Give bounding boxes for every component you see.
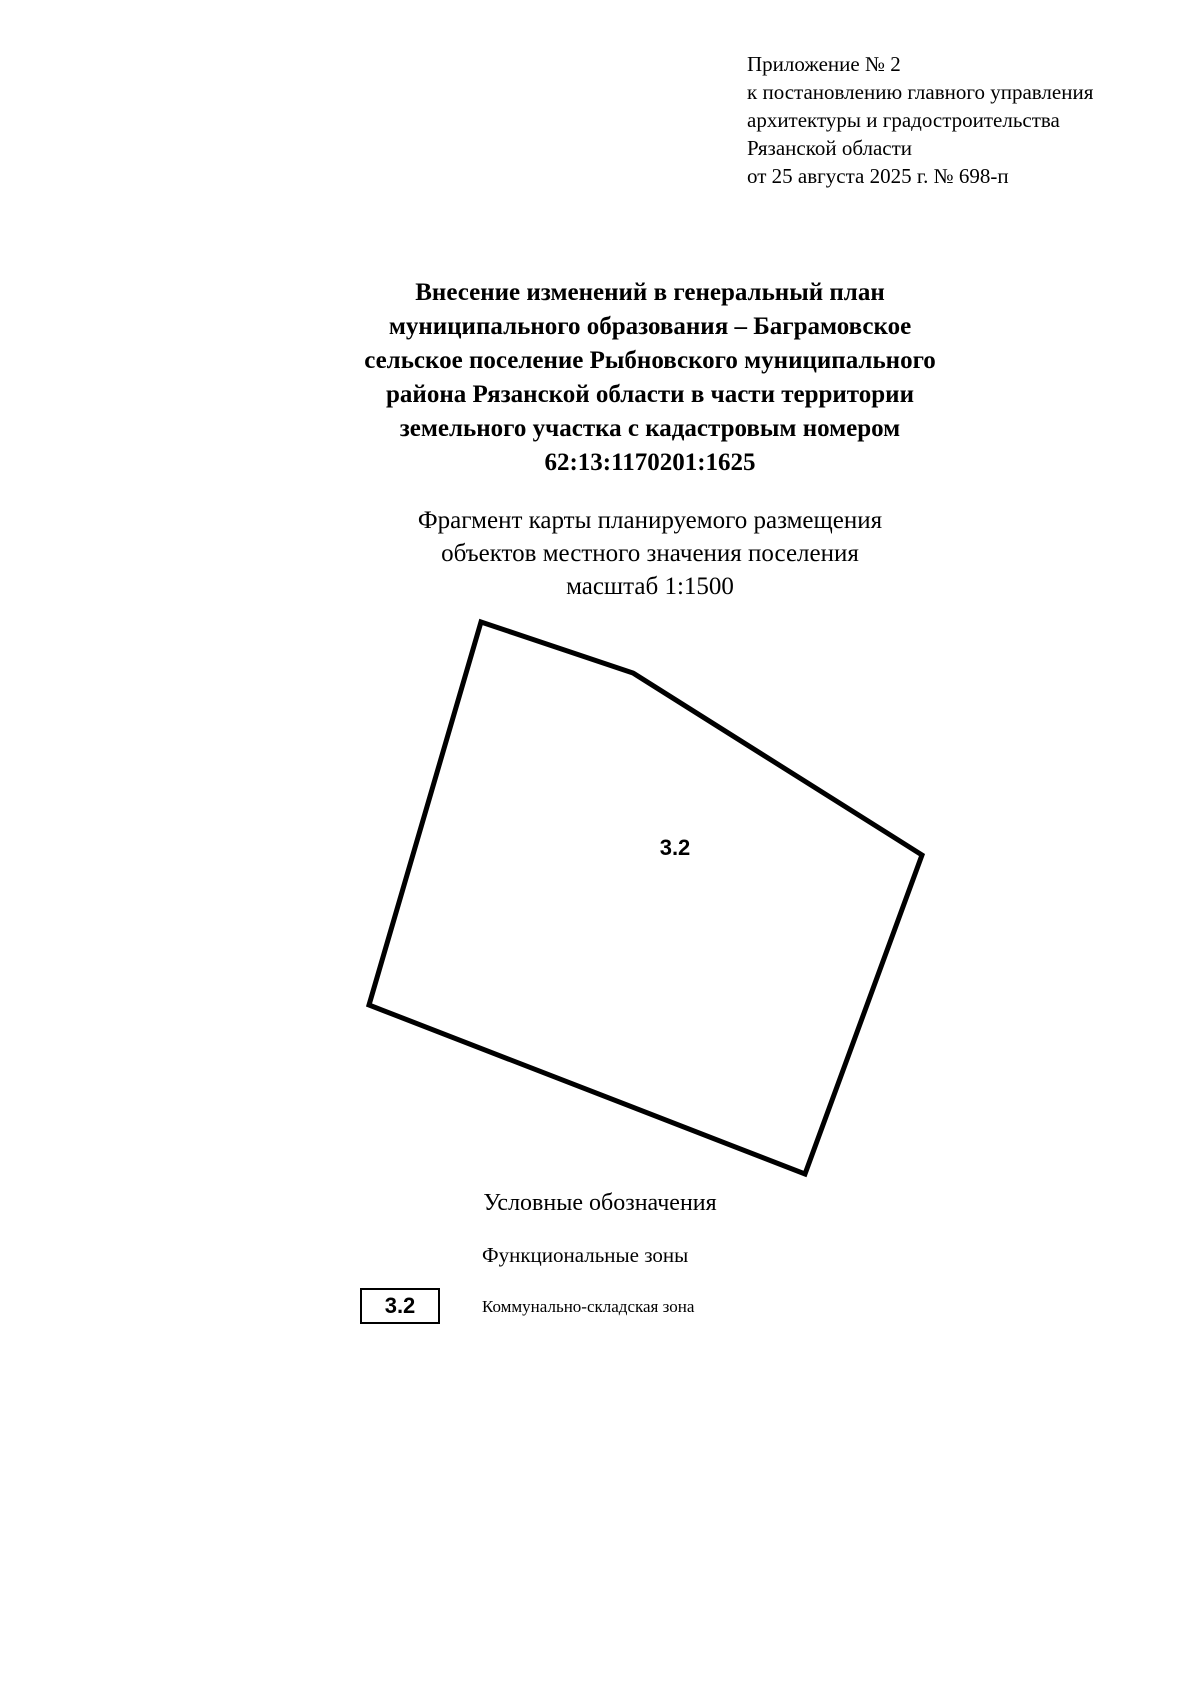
title-line: района Рязанской области в части территории	[386, 381, 914, 408]
legend-subtitle: Функциональные зоны	[482, 1243, 689, 1267]
appendix-line: к постановлению главного управления	[747, 80, 1094, 104]
title-line: Внесение изменений в генеральный план	[415, 279, 885, 306]
title-line: земельного участка с кадастровым номером	[399, 415, 901, 442]
title-line: сельское поселение Рыбновского муниципального	[364, 347, 936, 374]
map-scale: масштаб 1:1500	[566, 573, 734, 600]
subtitle-line: объектов местного значения поселения	[441, 540, 859, 567]
legend-zone-label: Коммунально-складская зона	[482, 1297, 695, 1316]
legend-title: Условные обозначения	[483, 1190, 717, 1216]
subtitle-line: Фрагмент карты планируемого размещения	[417, 507, 883, 534]
legend-zone-swatch: 3.2	[360, 1288, 440, 1324]
appendix-line: архитектуры и градостроительства	[747, 108, 1060, 132]
zone-label: 3.2	[659, 835, 691, 860]
cadastral-number: 62:13:1170201:1625	[544, 449, 756, 476]
appendix-line: от 25 августа 2025 г. № 698-п	[747, 164, 1009, 188]
appendix-line: Рязанской области	[747, 136, 913, 160]
title-line: муниципального образования – Баграмовское	[388, 313, 912, 340]
appendix-line: Приложение № 2	[747, 52, 901, 76]
land-plot-outline	[369, 622, 922, 1174]
